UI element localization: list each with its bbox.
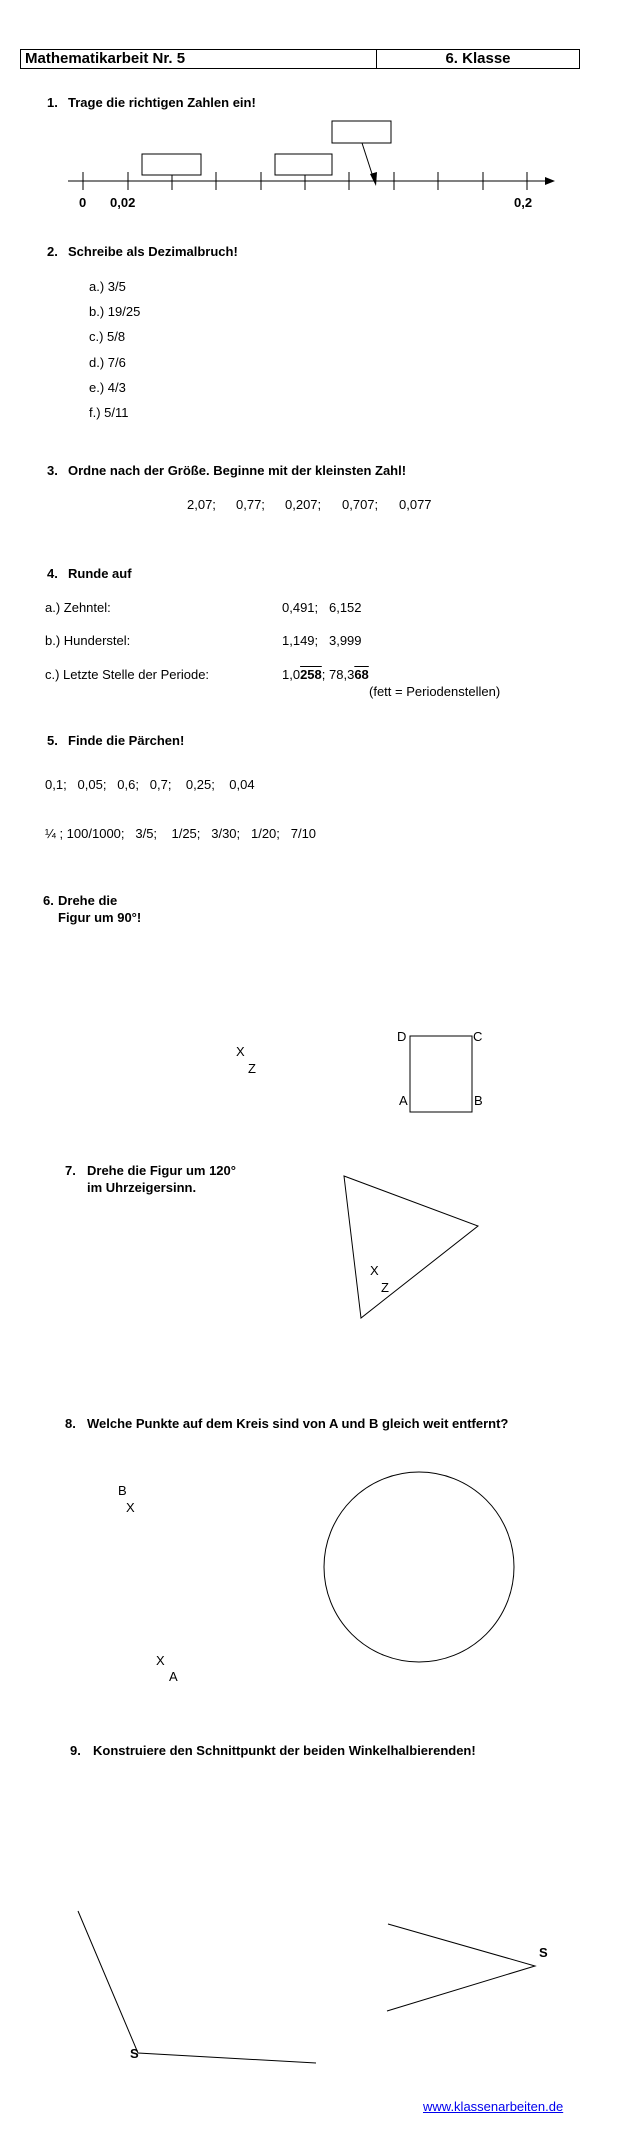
q9-title: Konstruiere den Schnittpunkt der beiden Winkelhalbierenden! <box>93 1743 476 1758</box>
q4-number: 4. <box>47 566 58 581</box>
label-end: 0,2 <box>514 195 533 210</box>
q4-periodic-plain: 1,0 <box>282 667 301 682</box>
q8-point-a-mark: X <box>156 1653 165 1668</box>
q7-center-x: X <box>370 1263 379 1278</box>
q9-vertex-label-2: S <box>539 1945 548 1960</box>
q8-circle <box>324 1472 514 1662</box>
q3-value: 0,707; <box>342 497 379 512</box>
q4-title: Runde auf <box>68 566 132 581</box>
grade-label: 6. Klasse <box>445 50 511 67</box>
q5-fractions: ¼ ; 100/1000; 3/5; 1/25; 3/30; 1/20; 7/10 <box>45 826 317 841</box>
q9-vertex-label-1: S <box>130 2046 139 2061</box>
q7-title-line2: im Uhrzeigersinn. <box>87 1180 197 1195</box>
pointer-arrow <box>362 143 377 186</box>
q6-title-line2: Figur um 90°! <box>58 910 142 925</box>
q3-value: 2,07; <box>187 497 216 512</box>
q2-item: f.) 5/11 <box>89 405 129 420</box>
answer-box-3[interactable] <box>332 121 391 143</box>
q3-value: 0,77; <box>236 497 265 512</box>
q2-item: b.) 19/25 <box>89 304 141 319</box>
q6-center-x: X <box>236 1044 245 1059</box>
q7-center-z: Z <box>381 1280 389 1295</box>
q2-item: d.) 7/6 <box>89 355 126 370</box>
q8-title: Welche Punkte auf dem Kreis sind von A und B gleich weit entfernt? <box>87 1416 509 1431</box>
q2-item: e.) 4/3 <box>89 380 126 395</box>
q1-title: Trage die richtigen Zahlen ein! <box>68 95 256 110</box>
label-zero: 0 <box>79 195 87 210</box>
q4-row-value <box>282 667 369 682</box>
q2-number: 2. <box>47 244 58 259</box>
answer-box-1[interactable] <box>142 154 201 175</box>
q5-title: Finde die Pärchen! <box>68 733 185 748</box>
q6-corner-a: A <box>399 1093 408 1108</box>
answer-box-2[interactable] <box>275 154 332 175</box>
q4-row-label: a.) Zehntel: <box>45 600 111 615</box>
q6-title-line1: Drehe die <box>58 893 118 908</box>
q6-center-z: Z <box>248 1061 256 1076</box>
q1-number: 1. <box>47 95 58 110</box>
q7-number: 7. <box>65 1163 76 1178</box>
q4-row-label: b.) Hunderstel: <box>45 633 131 648</box>
q6-corner-c: C <box>473 1029 483 1044</box>
q4-separator: ; 78,3 <box>321 667 355 682</box>
q3-title: Ordne nach der Größe. Beginne mit der kleinsten Zahl! <box>68 463 407 478</box>
q9-angle-2 <box>387 1924 535 2011</box>
q7-triangle <box>344 1176 478 1318</box>
q8-point-b-label: B <box>118 1483 127 1498</box>
q8-point-b-mark: X <box>126 1500 135 1515</box>
q6-number: 6. <box>43 893 54 908</box>
q6-corner-d: D <box>397 1029 407 1044</box>
q6-rectangle <box>410 1036 472 1112</box>
worksheet-title: Mathematikarbeit Nr. 5 <box>21 50 377 68</box>
q3-value: 0,207; <box>285 497 322 512</box>
q2-title: Schreibe als Dezimalbruch! <box>68 244 238 259</box>
q8-point-a-label: A <box>169 1669 178 1684</box>
q5-number: 5. <box>47 733 58 748</box>
q4-period-digits: 258 <box>300 667 322 682</box>
q9-angle-1 <box>78 1911 316 2063</box>
label-first-mark: 0,02 <box>110 195 136 210</box>
q4-row-label: c.) Letzte Stelle der Periode: <box>45 667 210 682</box>
q4-row-value: 0,491; 6,152 <box>282 600 362 615</box>
q3-value: 0,077 <box>399 497 432 512</box>
q4-row-value: 1,149; 3,999 <box>282 633 362 648</box>
q4-period-digits: 68 <box>354 667 369 682</box>
q4-note: (fett = Periodenstellen) <box>369 684 501 699</box>
q5-decimals: 0,1; 0,05; 0,6; 0,7; 0,25; 0,04 <box>45 777 255 792</box>
q8-number: 8. <box>65 1416 76 1431</box>
footer-link[interactable]: www.klassenarbeiten.de <box>423 2099 564 2114</box>
q7-title-line1: Drehe die Figur um 120° <box>87 1163 236 1178</box>
q6-corner-b: B <box>474 1093 483 1108</box>
q9-number: 9. <box>70 1743 81 1758</box>
q2-item: c.) 5/8 <box>89 329 126 344</box>
q3-number: 3. <box>47 463 58 478</box>
q2-item: a.) 3/5 <box>89 279 126 294</box>
